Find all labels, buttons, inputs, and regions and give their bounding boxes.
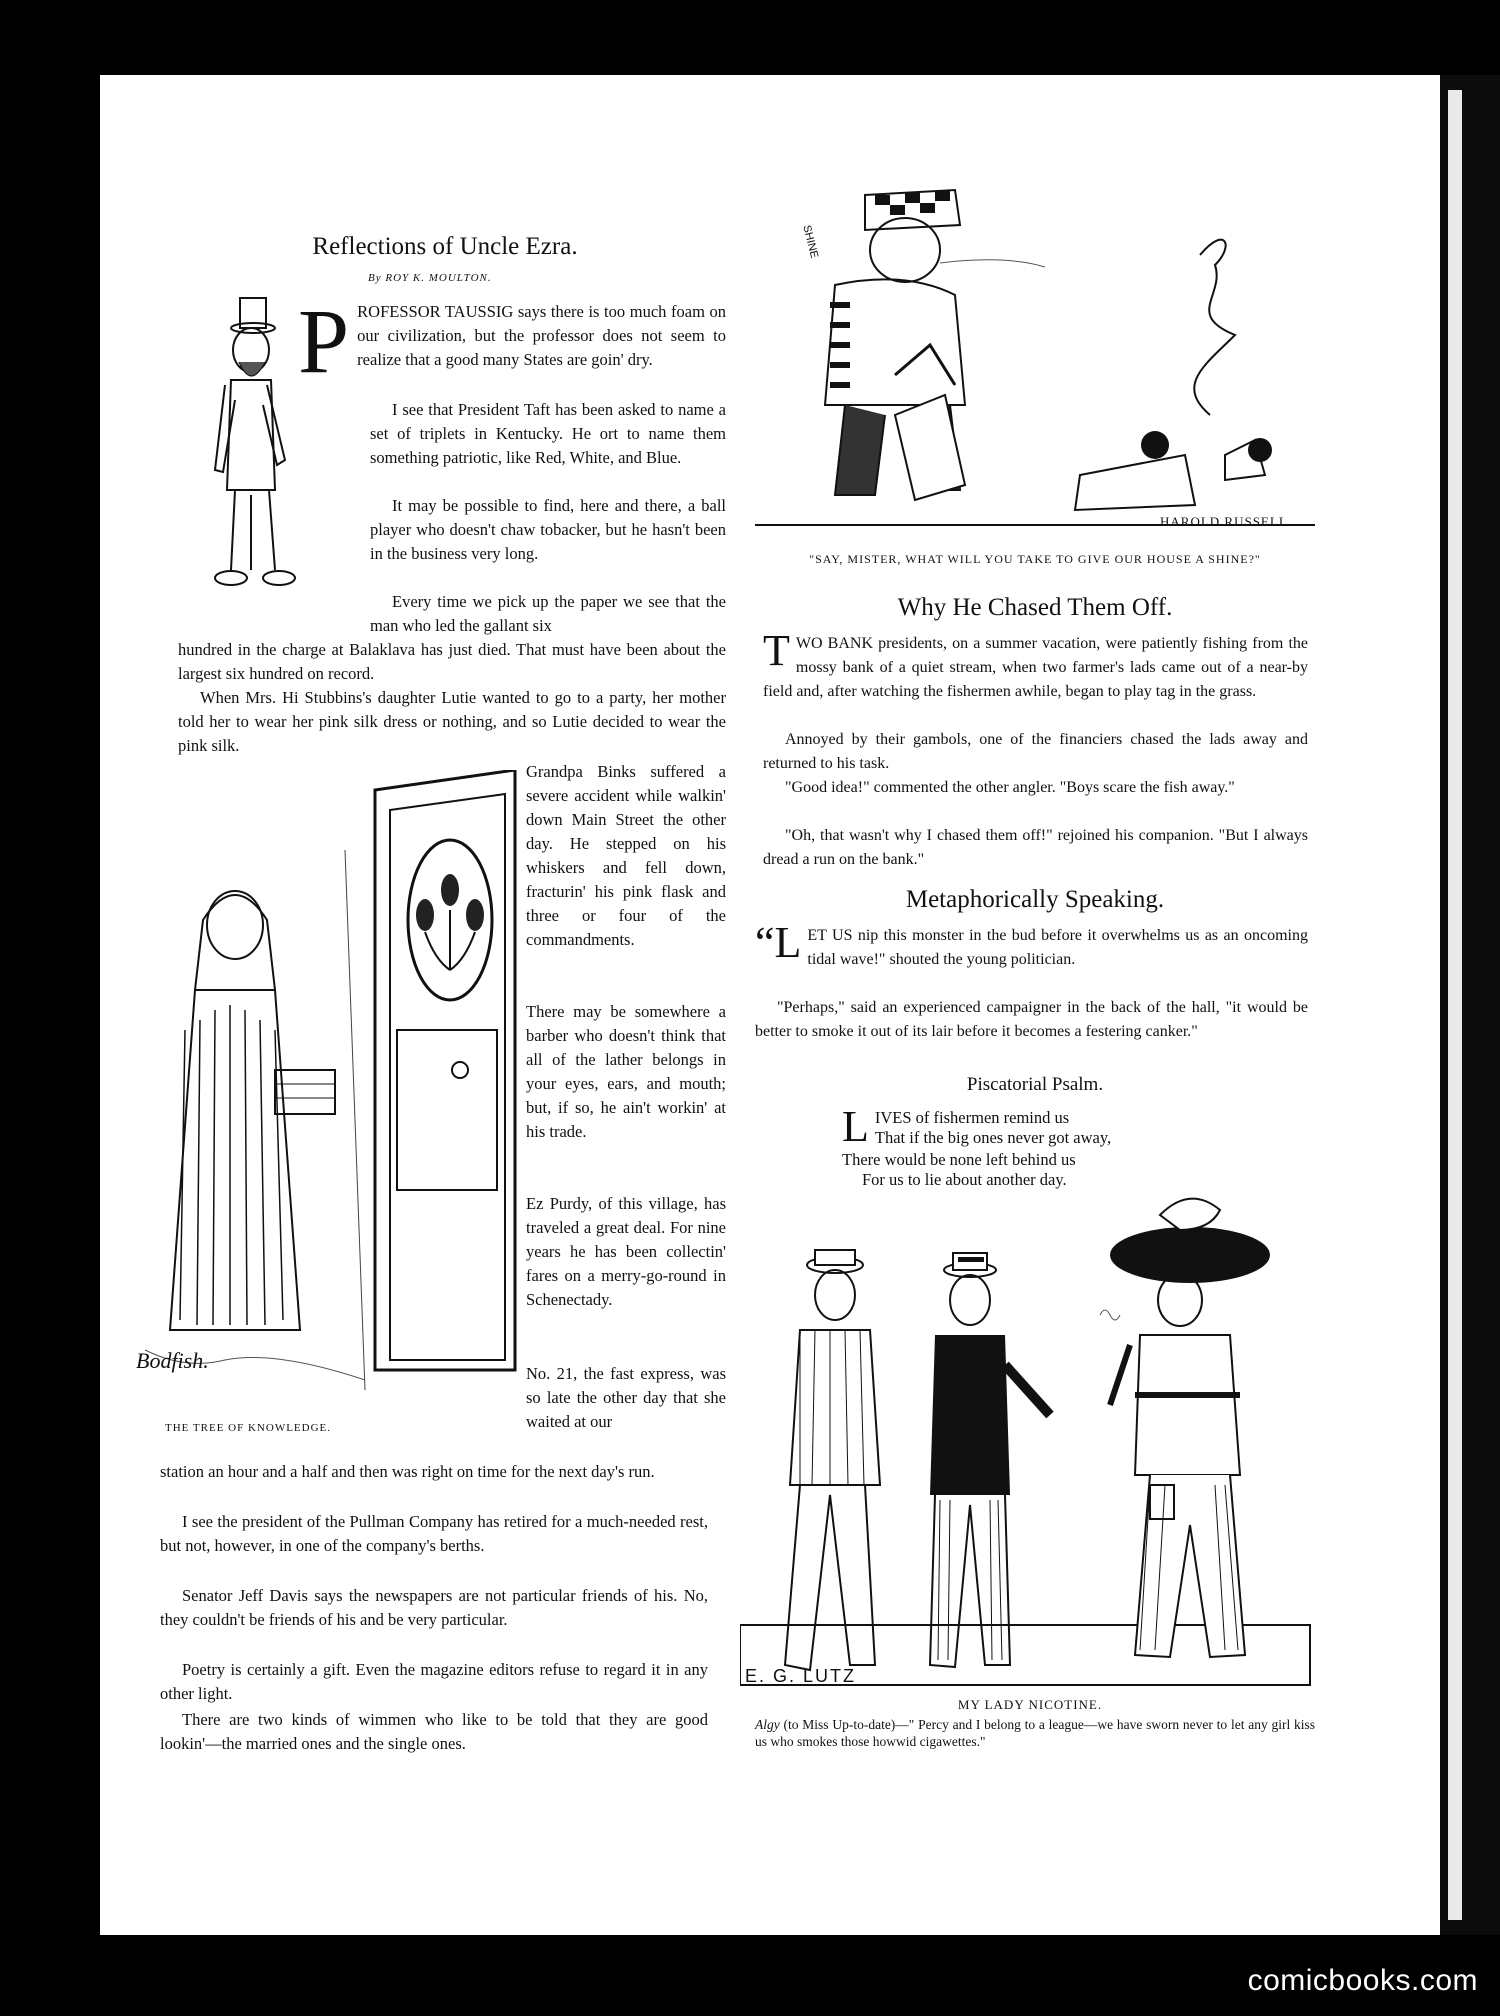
paragraph-lutie: When Mrs. Hi Stubbins's daughter Lutie wanted to go to a party, her mother told her to wear her pink silk dress or nothing, and so Lutie decided to wear the pink silk. [178, 688, 726, 755]
poem-line-2: That if the big ones never got away, [874, 1128, 1112, 1147]
paragraph-run-on-bank: "Oh, that wasn't why I chased them off!" rejoined his companion. "But I always dread a run on the bank." [763, 827, 1308, 868]
lady-nicotine-speaker: Algy [755, 1717, 780, 1732]
article-dropcap: P [298, 290, 350, 392]
paragraph-ez-purdy: Ez Purdy, of this village, has traveled a great deal. For nine years he has been collectin' fares on a merry-go-round in Schenectady. [526, 1194, 726, 1309]
story-dropcap-chased: T [763, 626, 790, 675]
story-dropcap-metaphorically: “L [755, 918, 802, 967]
paragraph-gambols: Annoyed by their gambols, one of the financiers chased the lads away and returned to his task. [763, 731, 1308, 772]
uncle-ezra-illustration [195, 290, 315, 610]
shine-cartoon-signature: HAROLD RUSSELL [1160, 514, 1288, 529]
paragraph-barber: There may be somewhere a barber who doesn't think that all of the lather belongs in your eyes, ears, and mouth; but, if so, he ain't workin' at his trade. [526, 1002, 726, 1141]
paragraph-taft: I see that President Taft has been asked to name a set of triplets in Kentucky. He ort to name them something patriotic, like Red, White, and Blue. [370, 400, 726, 467]
poem-dropcap: L [842, 1102, 869, 1151]
shine-box-text: SHINE [800, 224, 821, 260]
story-title-chased: Why He Chased Them Off. [897, 594, 1173, 621]
story-title-metaphorically: Metaphorically Speaking. [905, 886, 1165, 913]
paragraph-good-idea: "Good idea!" commented the other angler. "Boys scare the fish away." [785, 779, 1235, 796]
paragraph-perhaps: "Perhaps," said an experienced campaigner in the back of the hall, "it would be better to smoke it out of its lair before it becomes a festering canker." [755, 999, 1308, 1040]
site-watermark: comicbooks.com [1247, 1964, 1478, 1997]
facing-page-strip [1448, 90, 1462, 1920]
article-byline: By ROY K. MOULTON. [368, 272, 492, 284]
paragraph-ball-player: It may be possible to find, here and there, a ball player who doesn't chaw tobacker, but he hasn't been in the business very long. [370, 496, 726, 563]
article-title: Reflections of Uncle Ezra. [312, 233, 578, 260]
paragraph-balaklava-a: Every time we pick up the paper we see that the man who led the gallant six [370, 592, 726, 635]
poem-line-3: There would be none left behind us [842, 1150, 1076, 1169]
paragraph-nip-monster: ET US nip this monster in the bud before it overwhelms us as an oncoming tidal wave!" shouted the young politician. [807, 927, 1308, 968]
lady-nicotine-caption: (to Miss Up-to-date)—" Percy and I belong to a league—we have sworn never to let any girl kiss us who smokes those howwid cigawettes." [755, 1717, 1316, 1749]
poem-line-1: IVES of fishermen remind us [874, 1108, 1070, 1127]
poem-line-4: For us to lie about another day. [862, 1170, 1067, 1189]
lady-nicotine-title: MY LADY NICOTINE. [957, 1697, 1103, 1712]
paragraph-express: No. 21, the fast express, was so late the other day that she waited at our [526, 1364, 726, 1431]
paragraph-jeff-davis: Senator Jeff Davis says the newspapers are not particular friends of his. No, they couldn't be friends of his and be very particular. [160, 1586, 708, 1629]
paragraph-taussig: ROFESSOR TAUSSIG says there is too much foam on our civilization, but the professor does not seem to realize that a good many States are goin' dry. [357, 302, 726, 369]
illustration-signature: Bodfish. [136, 1348, 209, 1373]
lady-nicotine-signature: E. G. LUTZ [745, 1666, 857, 1686]
paragraph-bank-presidents: WO BANK presidents, on a summer vacation, were patiently fishing from the mossy bank of a quiet stream, when two farmer's lads came out of a near-by field and, after watching the fishermen awhile, began to play tag in the grass. [763, 635, 1308, 700]
paragraph-pullman: I see the president of the Pullman Company has retired for a much-needed rest, but not, however, in one of the company's berths. [160, 1512, 708, 1555]
shine-cartoon [755, 185, 1325, 535]
tree-of-knowledge-illustration [125, 770, 525, 1410]
paragraph-poetry: Poetry is certainly a gift. Even the magazine editors refuse to regard it in any other light. [160, 1660, 708, 1703]
illustration-caption: THE TREE OF KNOWLEDGE. [165, 1422, 331, 1434]
paragraph-wimmen: There are two kinds of wimmen who like to be told that they are good lookin'—the married ones and the single ones. [160, 1710, 708, 1753]
lady-nicotine-cartoon [740, 1195, 1320, 1695]
poem-title: Piscatorial Psalm. [966, 1074, 1104, 1095]
paragraph-express-cont: station an hour and a half and then was right on time for the next day's run. [160, 1462, 655, 1481]
paragraph-balaklava-b: hundred in the charge at Balaklava has just died. That must have been about the largest six hundred on record. [178, 640, 726, 683]
paragraph-grandpa-binks: Grandpa Binks suffered a severe accident while walkin' down Main Street the other day. He stepped on his whiskers and fell down, fracturin' his pink flask and three or four of the commandments. [526, 762, 726, 949]
shine-cartoon-caption: "SAY, MISTER, WHAT WILL YOU TAKE TO GIVE OUR HOUSE A SHINE?" [809, 552, 1261, 566]
